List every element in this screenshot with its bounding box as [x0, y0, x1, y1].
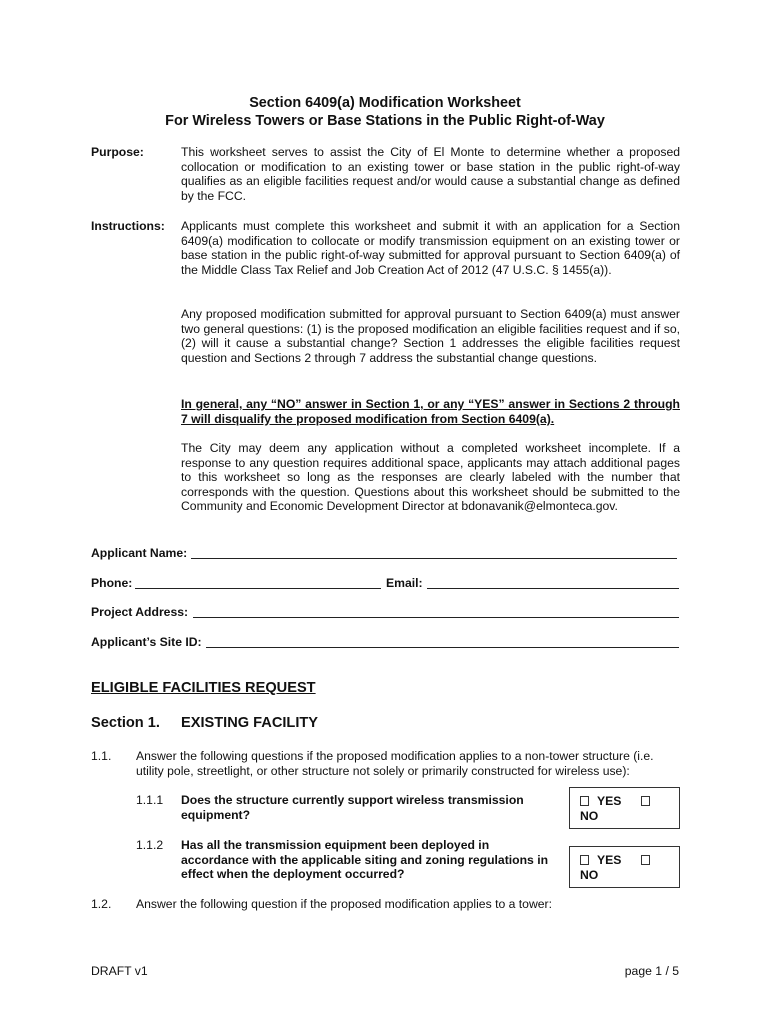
no-label-1-1-1: NO	[580, 809, 599, 823]
project-address-label: Project Address:	[91, 605, 189, 619]
answer-box-1-1-1	[569, 787, 680, 829]
item-1-1-2-question: Has all the transmission equipment been deployed in accordance with the applicable siting and zoning regulations in effect when the deployment occurred?	[181, 838, 549, 882]
email-label: Email:	[386, 576, 423, 590]
phone-label: Phone:	[91, 576, 133, 590]
yes-label-1-1-2: YES	[597, 853, 622, 867]
section-1-title: EXISTING FACILITY	[181, 715, 319, 731]
answer-box-1-1-2	[569, 846, 680, 888]
item-1-1-1-number: 1.1.1	[136, 793, 164, 807]
yes-checkbox-1-1-1[interactable]	[580, 796, 589, 806]
no-checkbox-1-1-1[interactable]	[641, 796, 650, 806]
purpose-text: This worksheet serves to assist the City of El Monte to determine whether a proposed collocation or modification to an existing tower or base station in the public right-of-way qualifies as an eligible facilities request and/or would cause a substantial change as defined by the FCC.	[181, 145, 680, 203]
item-1-1-text: Answer the following questions if the proposed modification applies to a non-tower structure (i.e. utility pole, streetlight, or other structure not solely or primarily constructed for wireless use):	[136, 749, 654, 778]
footer-page-number: page 1 / 5	[624, 964, 679, 978]
eligible-facilities-heading: ELIGIBLE FACILITIES REQUEST	[91, 680, 316, 696]
site-id-label: Applicant’s Site ID:	[91, 635, 202, 649]
project-address-field[interactable]	[193, 617, 679, 618]
phone-field[interactable]	[135, 588, 381, 589]
document-subtitle: For Wireless Towers or Base Stations in the Public Right-of-Way	[165, 113, 605, 129]
item-1-1-1-question: Does the structure currently support wireless transmission equipment?	[181, 793, 524, 822]
applicant-name-field[interactable]	[191, 558, 677, 559]
instructions-label: Instructions:	[91, 219, 165, 233]
site-id-field[interactable]	[206, 647, 679, 648]
item-1-2-text: Answer the following question if the proposed modification applies to a tower:	[136, 897, 552, 911]
instructions-paragraph-3: In general, any “NO” answer in Section 1, or any “YES” answer in Sections 2 through 7 will disqualify the proposed modification from Section 6409(a).	[181, 397, 680, 426]
instructions-paragraph-1: Applicants must complete this worksheet and submit it with an application for a Section 6409(a) modification to collocate or modify transmission equipment on an existing tower or base station in the public right-of-way submitted for approval pursuant to Section 6409(a) of the Middle Class Tax Relief and Job Creation Act of 2012 (47 U.S.C. § 1455(a)).	[181, 219, 680, 277]
yes-label-1-1-1: YES	[597, 794, 622, 808]
instructions-paragraph-2: Any proposed modification submitted for approval pursuant to Section 6409(a) must answer two general questions: (1) is the proposed modification an eligible facilities request and if so, (2) will it cause a substantial change? Section 1 addresses the eligible facilities request question and Sections 2 through 7 address the substantial change questions.	[181, 307, 680, 365]
email-field[interactable]	[427, 588, 679, 589]
no-label-1-1-2: NO	[580, 868, 599, 882]
applicant-name-label: Applicant Name:	[91, 546, 188, 560]
yes-checkbox-1-1-2[interactable]	[580, 855, 589, 865]
item-1-1-2-number: 1.1.2	[136, 838, 164, 852]
item-1-1-number: 1.1.	[91, 749, 112, 763]
no-checkbox-1-1-2[interactable]	[641, 855, 650, 865]
item-1-2-number: 1.2.	[91, 897, 112, 911]
purpose-label: Purpose:	[91, 145, 144, 159]
section-1-number: Section 1.	[91, 715, 160, 731]
footer-draft-label: DRAFT v1	[91, 964, 148, 978]
instructions-paragraph-4: The City may deem any application without a completed worksheet incomplete. If a response to any question requires additional space, applicants may attach additional pages to this worksheet so long as the responses are clearly labeled with the number that corresponds with the question. Questions about this worksheet should be submitted to the Community and Economic Development Director at bdonavanik@elmonteca.gov.	[181, 441, 680, 514]
document-title: Section 6409(a) Modification Worksheet	[249, 95, 521, 111]
